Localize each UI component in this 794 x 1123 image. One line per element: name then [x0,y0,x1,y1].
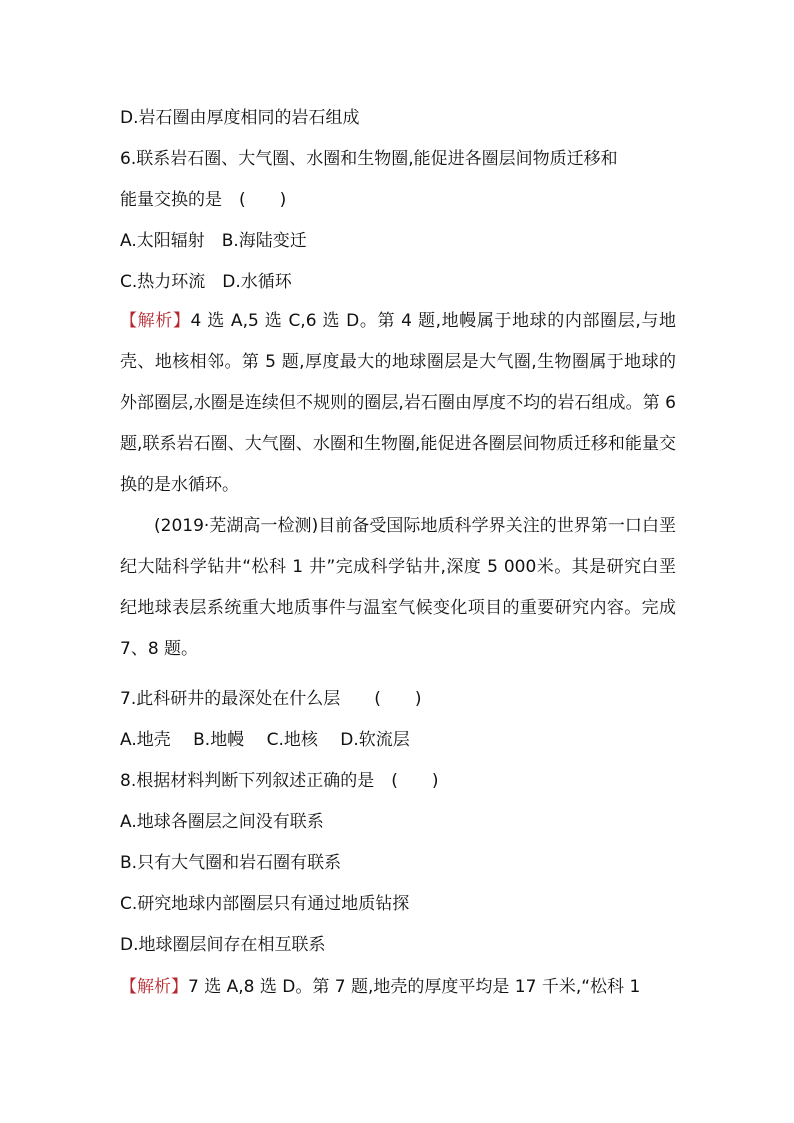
analysis-4-6 [120,301,676,506]
q7-options: A.地壳 B.地幔 C.地核 D.软流层 [120,730,410,750]
analysis-text: 7 选 A,8 选 D。第 7 题,地壳的厚度平均是 17 千米,“松科 1 [188,977,641,997]
q8-option-b: B.只有大气圈和岩石圈有联系 [120,853,342,873]
material-paragraph: (2019·芜湖高一检测)目前备受国际地质科学界关注的世界第一口白垩纪大陆科学钻井“松科 1 井”完成科学钻井,深度 5 000米。其是研究白垩纪地球表层系统重大地质事件与温室气候变化项目的重要研究内容。完成 7、8 题。 [120,516,676,659]
analysis-text: 4 选 A,5 选 C,6 选 D。第 4 题,地幔属于地球的内部圈层,与地壳、地核相邻。第 5 题,厚度最大的地球圈层是大气圈,生物圈属于地球的外部圈层,水圈是连续但不规则的圈层,岩石圈由厚度不均的岩石组成。第 6 题,联系岩石圈、大气圈、水圈和生物圈,能促进各圈层间物质迁移和能量交换的是水循环。 [120,311,677,495]
analysis-tag: 【解析】 [120,311,191,331]
q6-options-ab: A.太阳辐射 B.海陆变迁 [120,231,307,251]
q6-stem-line1: 6.联系岩石圈、大气圈、水圈和生物圈,能促进各圈层间物质迁移和 [120,149,618,169]
q6-stem-line2: 能量交换的是 ( ) [120,190,287,210]
q7-stem: 7.此科研井的最深处在什么层 ( ) [120,689,422,709]
q8-option-d: D.地球圈层间存在相互联系 [120,935,326,955]
q8-option-c: C.研究地球内部圈层只有通过地质钻探 [120,894,410,914]
q5-option-d: D.岩石圈由厚度相同的岩石组成 [120,108,360,128]
analysis-tag: 【解析】 [120,977,188,997]
q8-option-a: A.地球各圈层之间没有联系 [120,812,324,832]
analysis-7-8 [120,976,680,998]
q8-stem: 8.根据材料判断下列叙述正确的是 ( ) [120,771,439,791]
q6-options-cd: C.热力环流 D.水循环 [120,272,292,292]
